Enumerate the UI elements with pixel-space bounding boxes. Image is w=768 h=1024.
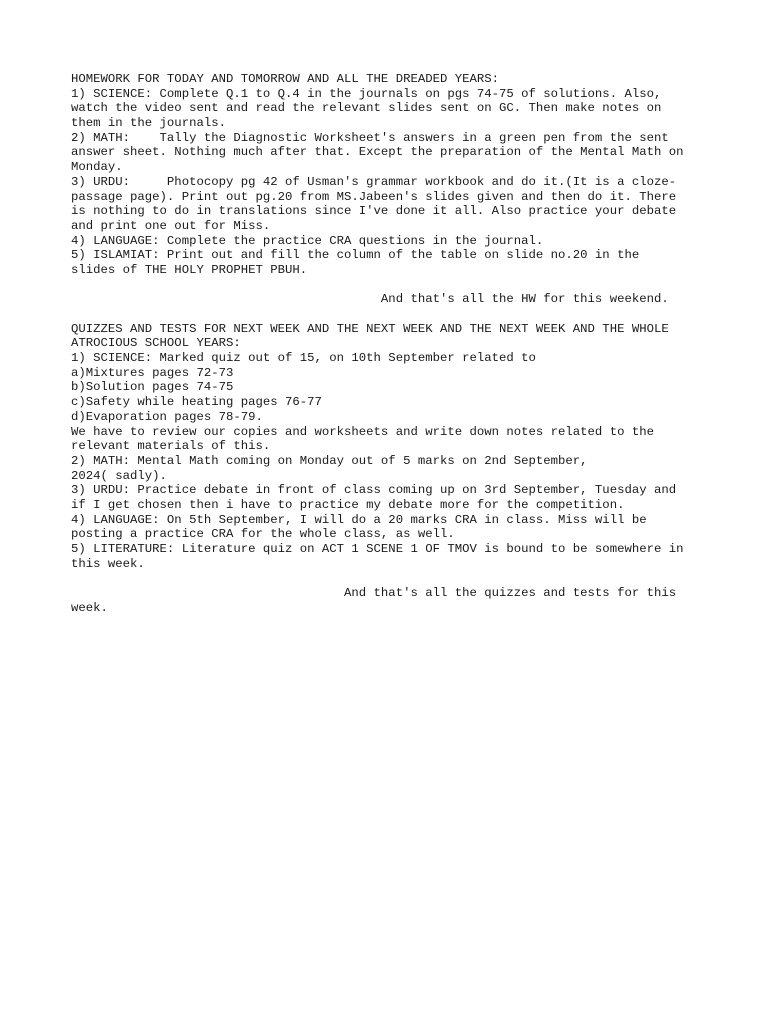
- homework-line: 1) SCIENCE: Complete Q.1 to Q.4 in the journals on pgs 74-75 of solutions. Also,: [71, 86, 662, 101]
- quizzes-line: 1) SCIENCE: Marked quiz out of 15, on 10th September related to: [71, 351, 536, 366]
- quizzes-line: a)Mixtures pages 72-73: [71, 365, 234, 380]
- quizzes-line: if I get chosen then i have to practice my debate more for the competition.: [71, 497, 625, 512]
- blank-line: [71, 571, 705, 586]
- homework-line: 3) URDU: Photocopy pg 42 of Usman's grammar workbook and do it.(It is a cloze-: [71, 174, 677, 189]
- homework-line: is nothing to do in translations since I've done it all. Also practice your debate: [71, 204, 677, 219]
- homework-line: Monday.: [71, 160, 123, 175]
- quizzes-line: 2) MATH: Mental Math coming on Monday out of 5 marks on 2nd September,: [71, 453, 588, 468]
- blank-line: [71, 307, 705, 322]
- quizzes-heading: ATROCIOUS SCHOOL YEARS:: [71, 336, 241, 351]
- homework-line: them in the journals.: [71, 116, 226, 131]
- quizzes-line: 4) LANGUAGE: On 5th September, I will do a 20 marks CRA in class. Miss will be: [71, 512, 647, 527]
- homework-line: slides of THE HOLY PROPHET PBUH.: [71, 262, 308, 277]
- quizzes-line: 3) URDU: Practice debate in front of class coming up on 3rd September, Tuesday and: [71, 483, 677, 498]
- homework-line: answer sheet. Nothing much after that. Except the preparation of the Mental Math on: [71, 145, 684, 160]
- homework-line: 4) LANGUAGE: Complete the practice CRA questions in the journal.: [71, 233, 544, 248]
- quizzes-closing: week.: [71, 600, 108, 615]
- homework-heading: HOMEWORK FOR TODAY AND TOMORROW AND ALL THE DREADED YEARS:: [71, 72, 500, 86]
- quizzes-line: posting a practice CRA for the whole class, as well.: [71, 527, 455, 542]
- document-page: [71, 72, 705, 615]
- homework-closing: And that's all the HW for this weekend.: [71, 292, 669, 307]
- quizzes-line: We have to review our copies and worksheets and write down notes related to the: [71, 424, 654, 439]
- quizzes-line: b)Solution pages 74-75: [71, 380, 234, 395]
- quizzes-line: relevant materials of this.: [71, 439, 271, 454]
- quizzes-line: 2024( sadly).: [71, 468, 167, 483]
- quizzes-heading: QUIZZES AND TESTS FOR NEXT WEEK AND THE NEXT WEEK AND THE NEXT WEEK AND THE WHOLE: [71, 321, 669, 336]
- quizzes-line: this week.: [71, 556, 145, 571]
- homework-line: 2) MATH: Tally the Diagnostic Worksheet's answers in a green pen from the sent: [71, 130, 669, 145]
- homework-line: and print one out for Miss.: [71, 218, 271, 233]
- quizzes-line: 5) LITERATURE: Literature quiz on ACT 1 SCENE 1 OF TMOV is bound to be somewhere in: [71, 542, 684, 556]
- blank-line: [71, 278, 705, 293]
- homework-line: passage page). Print out pg.20 from MS.Jabeen's slides given and then do it. There: [71, 189, 677, 204]
- quizzes-line: c)Safety while heating pages 76-77: [71, 395, 322, 410]
- quizzes-line: d)Evaporation pages 78-79.: [71, 409, 263, 424]
- quizzes-closing: And that's all the quizzes and tests for this: [71, 586, 677, 601]
- homework-line: 5) ISLAMIAT: Print out and fill the column of the table on slide no.20 in the: [71, 248, 640, 263]
- homework-line: watch the video sent and read the relevant slides sent on GC. Then make notes on: [71, 101, 662, 116]
